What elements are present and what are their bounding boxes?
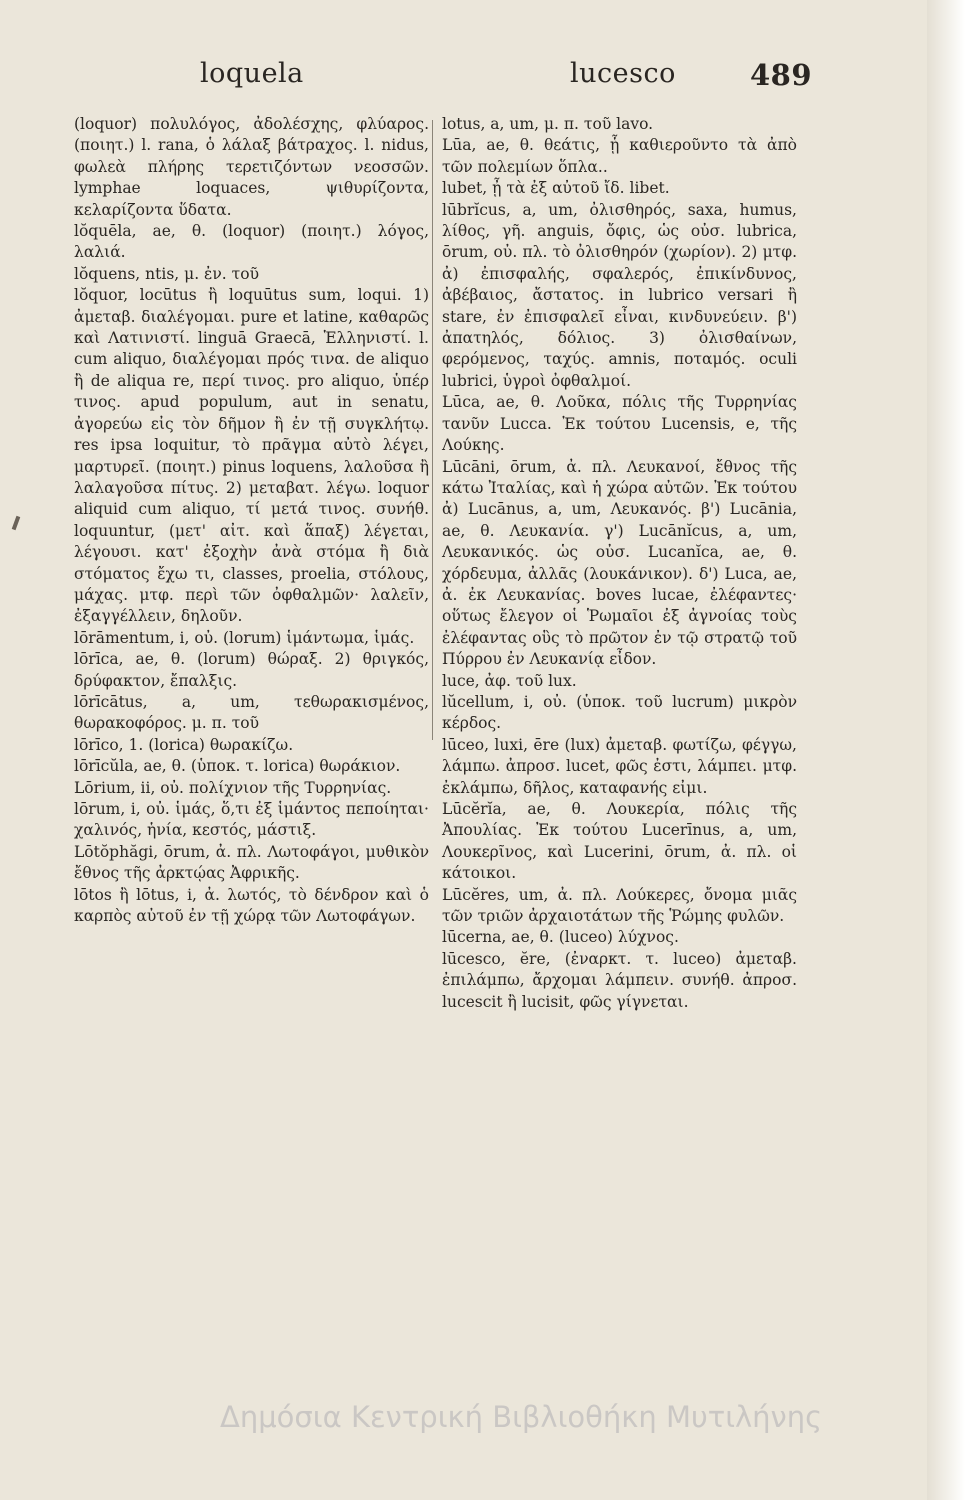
dictionary-entry: luce, ἀφ. τοῦ lux. xyxy=(442,671,577,690)
dictionary-entry: lōrāmentum, i, οὐ. (lorum) ἱμάντωμα, ἱμάς. xyxy=(74,628,415,647)
dictionary-entry: lōrīcŭla, ae, θ. (ὑποκ. τ. lorica) θωράκιον. xyxy=(74,757,401,776)
dictionary-entry: lūcerna, ae, θ. (luceo) λύχνος. xyxy=(442,928,679,947)
page-number: 489 xyxy=(750,58,813,92)
dictionary-entry: lōrum, i, οὐ. ἱμάς, ὅ,τι ἐξ ἱμάντος πεποίηται· χαλινός, ἡνία, κεστός, μάστιξ. xyxy=(74,800,429,840)
library-watermark: Δημόσια Κεντρική Βιβλιοθήκη Μυτιλήνης xyxy=(220,1400,823,1434)
dictionary-entry: (loquor) πολυλόγος, ἀδολέσχης, φλύαρος. (ποιητ.) l. rana, ὁ λάλαξ βάτραχος. l. nidus, φωλεὰ πλήρης τερετιζόντων νεοσσῶν. lymphae loquaces, ψιθυρίζοντα, κελαρίζοντα ὕδατα. xyxy=(74,115,429,219)
dictionary-entry: lōrīco, 1. (lorica) θωρακίζω. xyxy=(74,735,294,754)
dictionary-entry: Lūa, ae, θ. θεάτις, ᾗ καθιεροῦντο τὰ ἀπὸ τῶν πολεμίων ὅπλα.. xyxy=(442,136,797,176)
dictionary-entry: lotus, a, um, μ. π. τοῦ lavo. xyxy=(442,115,654,133)
page-spine-shadow xyxy=(927,0,965,1500)
right-column xyxy=(442,114,797,1013)
dictionary-entry: lŭcellum, i, οὐ. (ὑποκ. τοῦ lucrum) μικρὸν κέρδος. xyxy=(442,692,797,733)
dictionary-entry: lōtos ἢ lōtus, i, ἀ. λωτός, τὸ δένδρον καὶ ὁ καρπὸς αὐτοῦ ἐν τῇ χώρᾳ τῶν Λωτοφάγων. xyxy=(74,885,429,926)
header-guide-word-right: lucesco xyxy=(570,58,676,89)
dictionary-entry: Lūcĕres, um, ἀ. πλ. Λούκερες, ὄνομα μιᾶς τῶν τριῶν ἀρχαιοτάτων τῆς Ῥώμης φυλῶν. xyxy=(442,885,797,926)
dictionary-entry: Lōrium, ii, οὐ. πολίχνιον τῆς Τυρρηνίας. xyxy=(74,778,392,797)
dictionary-entry: lūceo, luxi, ēre (lux) ἀμεταβ. φωτίζω, φέγγω, λάμπω. ἀπροσ. lucet, φῶς ἐστι, λάμπει. μτφ. ἐκλάμπω, δῆλος, καταφανής εἰμι. xyxy=(442,735,797,797)
dictionary-entry: lūcesco, ĕre, (ἐναρκτ. τ. luceo) ἀμεταβ. ἐπιλάμπω, ἄρχομαι λάμπειν. συνήθ. ἀπροσ. lucescit ἢ lucisit, φῶς γίγνεται. xyxy=(442,949,797,1011)
dictionary-entry: lōrīcātus, a, um, τεθωρακισμένος, θωρακοφόρος. μ. π. τοῦ xyxy=(74,692,429,733)
dictionary-entry: Lōtŏphăgi, ōrum, ἀ. πλ. Λωτοφάγοι, μυθικὸν ἔθνος τῆς ἀρκτῴας Ἀφρικῆς. xyxy=(74,842,429,883)
dictionary-entry: Lūcĕrĭa, ae, θ. Λουκερία, πόλις τῆς Ἀπουλίας. Ἐκ τούτου Lucerīnus, a, um, Λουκερῖνος, καὶ Lucerini, ōrum, ἀ. πλ. οἱ κάτοικοι. xyxy=(442,800,797,883)
ink-mark xyxy=(12,516,21,531)
dictionary-entry: Lūca, ae, θ. Λοῦκα, πόλις τῆς Τυρρηνίας τανῦν Lucca. Ἐκ τούτου Lucensis, e, τῆς Λούκης. xyxy=(442,393,797,455)
dictionary-entry: lŏquens, ntis, μ. ἐν. τοῦ xyxy=(74,264,259,283)
left-column xyxy=(74,114,429,927)
dictionary-entry: lubet, ᾖ τὰ ἐξ αὐτοῦ ἴδ. libet. xyxy=(442,179,670,198)
dictionary-entry: lŏquor, locūtus ἢ loquūtus sum, loqui. 1) ἀμεταβ. διαλέγομαι. pure et latine, καθαρῶς καὶ Λατινιστί. linguā Graecā, Ἑλληνιστί. l. cum aliquo, διαλέγομαι πρός τινα. de aliquo ἢ de aliqua re, περί τινος. pro aliquo, ὑπέρ τινος. apud populum, aut in senatu, ἀγορεύω εἰς τὸν δῆμον ἢ ἐν τῇ συγκλήτῳ. res ipsa loquitur, τὸ πρᾶγμα αὐτὸ λέγει, μαρτυρεῖ. (ποιητ.) pinus loquens, λαλοῦσα ἢ λαλαγοῦσα πίτυς. 2) μεταβατ. λέγω. loquor aliquid cum aliquo, τί μετά τινος. συνήθ. loquuntur, (μετ' αἰτ. καὶ ἅπαξ) λέγεται, λέγουσι. κατ' ἐξοχὴν ἀνὰ στόμα ἢ διὰ στόματος ἔχω τι, classes, proelia, στόλους, μάχας. μτφ. περὶ τῶν ὀφθαλμῶν· λαλεῖν, ἐξαγγέλλειν, δηλοῦν. xyxy=(74,286,429,626)
dictionary-entry: lŏquēla, ae, θ. (loquor) (ποιητ.) λόγος, λαλιά. xyxy=(74,222,429,262)
column-divider xyxy=(432,120,433,740)
dictionary-entry: lūbrĭcus, a, um, ὀλισθηρός, saxa, humus, λίθος, γῆ. anguis, ὄφις, ὡς οὐσ. lubrica, ōrum, οὐ. πλ. τὸ ὀλισθηρόν (χωρίον). 2) μτφ. ἀ) ἐπισφαλής, σφαλερός, ἐπικίνδυνος, ἀβέβαιος, ἄστατος. in lubrico versari ἢ stare, ἐν ἐπισφαλεῖ εἶναι, κινδυνεύειν. β') ἀπατηλός, δόλιος. 3) ὀλισθαίνων, φερόμενος, ταχύς. amnis, ποταμός. oculi lubrici, ὑγροὶ ὀφθαλμοί. xyxy=(442,200,797,390)
dictionary-entry: Lūcāni, ōrum, ἀ. πλ. Λευκανοί, ἔθνος τῆς κάτω Ἰταλίας, καὶ ἡ χώρα αὐτῶν. Ἐκ τούτου ἀ) Lucānus, a, um, Λευκανός. β') Lucānia, ae, θ. Λευκανία. γ') Lucānĭcus, a, um, Λευκανικός. ὡς οὐσ. Lucanĭca, ae, θ. χόρδευμα, ἀλλᾶς (λουκάνικον). δ') Luca, ae, ἀ. ἐκ Λευκανίας. boves lucae, ἐλέφαντες· οὕτως ἔλεγον οἱ Ῥωμαῖοι ἐξ ἀγνοίας τοὺς ἐλέφαντας οὓς τὸ πρῶτον ἐν τῷ στρατῷ τοῦ Πύρρου ἐν Λευκανίᾳ εἶδον. xyxy=(442,457,797,669)
dictionary-entry: lōrīca, ae, θ. (lorum) θώραξ. 2) θριγκός, δρύφακτον, ἔπαλξις. xyxy=(74,650,429,690)
header-guide-word-left: loquela xyxy=(200,58,304,89)
